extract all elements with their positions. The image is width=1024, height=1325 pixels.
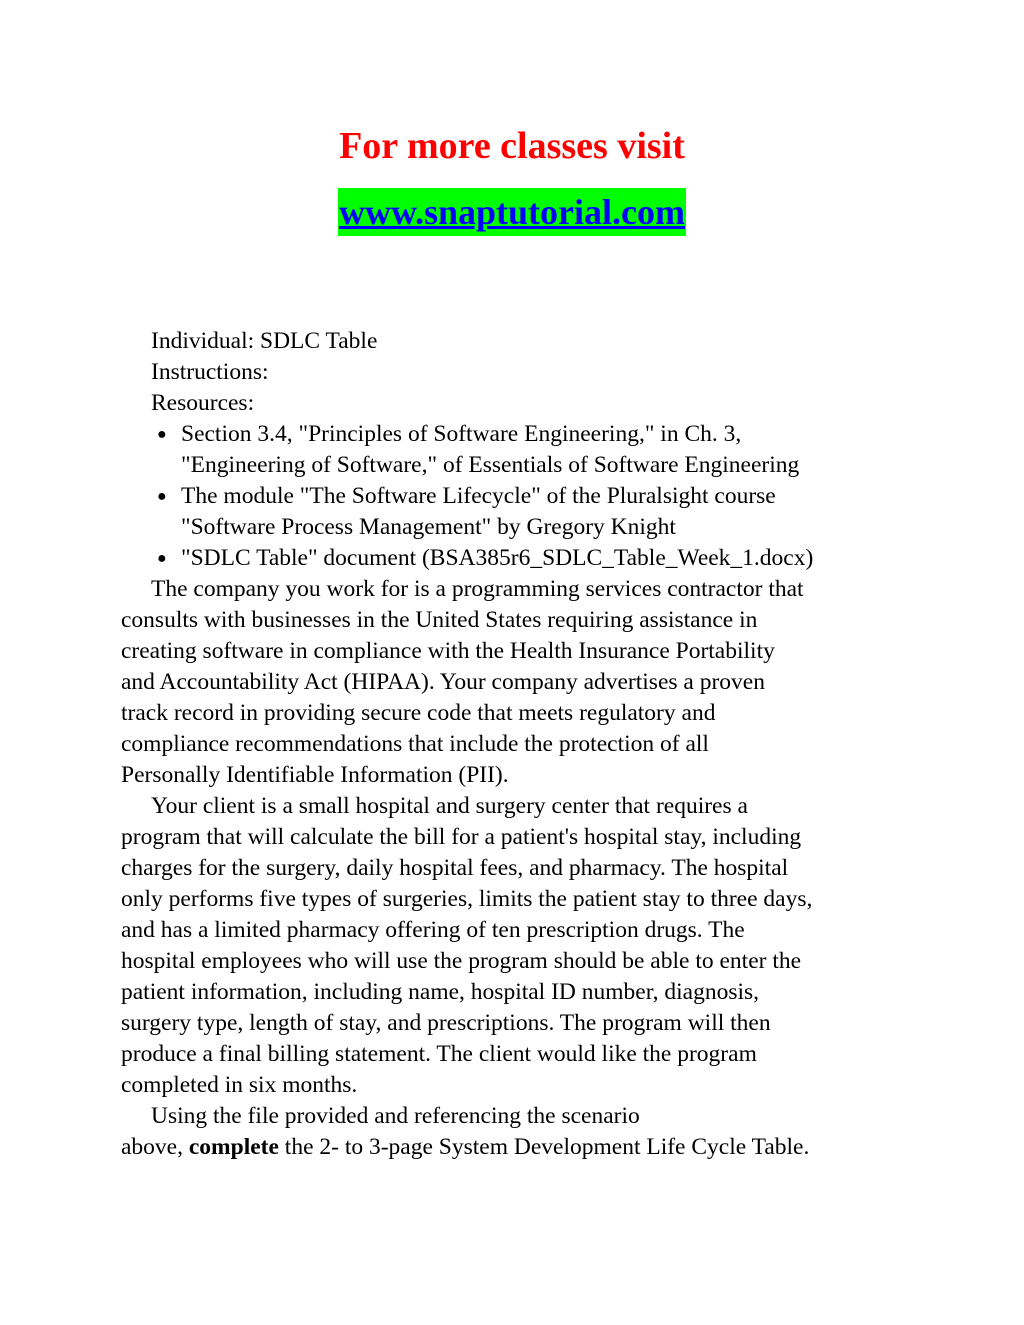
paragraph-line: The company you work for is a programming services contractor that — [151, 576, 804, 602]
paragraph-line: creating software in compliance with the Health Insurance Portability — [121, 638, 775, 664]
list-item — [157, 419, 921, 481]
paragraph-line: and has a limited pharmacy offering of ten prescription drugs. The — [121, 917, 745, 943]
promo-link[interactable]: www.snaptutorial.com — [338, 188, 686, 236]
resource-line: "SDLC Table" document (BSA385r6_SDLC_Table_Week_1.docx) — [181, 545, 814, 571]
resource-line: "Engineering of Software," of Essentials of Software Engineering — [181, 452, 800, 478]
instructions-label: Instructions: — [151, 359, 269, 385]
paragraph-line: and Accountability Act (HIPAA). Your company advertises a proven — [121, 669, 765, 695]
text-span: above, — [121, 1134, 189, 1160]
resource-line: The module "The Software Lifecycle" of the Pluralsight course — [181, 483, 776, 509]
bullet-icon: ● — [157, 426, 167, 443]
list-item — [157, 481, 921, 543]
document-heading: Individual: SDLC Table — [151, 328, 378, 354]
paragraph-line: Using the file provided and referencing the scenario — [151, 1103, 640, 1129]
paragraph-line: consults with businesses in the United States requiring assistance in — [121, 607, 758, 633]
paragraph-company — [121, 574, 921, 791]
promo-title: For more classes visit — [339, 125, 685, 167]
paragraph-line: produce a final billing statement. The client would like the program — [121, 1041, 757, 1067]
bold-keyword: complete — [188, 1134, 279, 1160]
paragraph-line: patient information, including name, hospital ID number, diagnosis, — [121, 979, 760, 1005]
bullet-icon: ● — [157, 550, 167, 567]
paragraph-line: track record in providing secure code that meets regulatory and — [121, 700, 716, 726]
paragraph-line: completed in six months. — [121, 1072, 358, 1098]
list-item — [157, 543, 921, 574]
paragraph-line: hospital employees who will use the program should be able to enter the — [121, 948, 802, 974]
paragraph-line: compliance recommendations that include the protection of all — [121, 731, 709, 757]
resources-label: Resources: — [151, 390, 255, 416]
bullet-icon: ● — [157, 488, 167, 505]
paragraph-line: charges for the surgery, daily hospital fees, and pharmacy. The hospital — [121, 855, 789, 881]
paragraph-client — [121, 791, 921, 1101]
paragraph-line — [121, 1132, 921, 1163]
paragraph-line: program that will calculate the bill for a patient's hospital stay, including — [121, 824, 802, 850]
resource-line: Section 3.4, "Principles of Software Engineering," in Ch. 3, — [181, 421, 742, 447]
promo-link-container — [0, 188, 1024, 236]
paragraph-task — [121, 1101, 921, 1163]
document-body — [121, 326, 921, 1163]
resources-list — [121, 419, 921, 574]
paragraph-line: surgery type, length of stay, and prescriptions. The program will then — [121, 1010, 771, 1036]
text-span: the 2- to 3-page System Development Life Cycle Table. — [278, 1134, 810, 1160]
paragraph-line: Your client is a small hospital and surgery center that requires a — [151, 793, 748, 819]
paragraph-line: only performs five types of surgeries, limits the patient stay to three days, — [121, 886, 813, 912]
resource-line: "Software Process Management" by Gregory Knight — [181, 514, 676, 540]
paragraph-line: Personally Identifiable Information (PII). — [121, 762, 509, 788]
